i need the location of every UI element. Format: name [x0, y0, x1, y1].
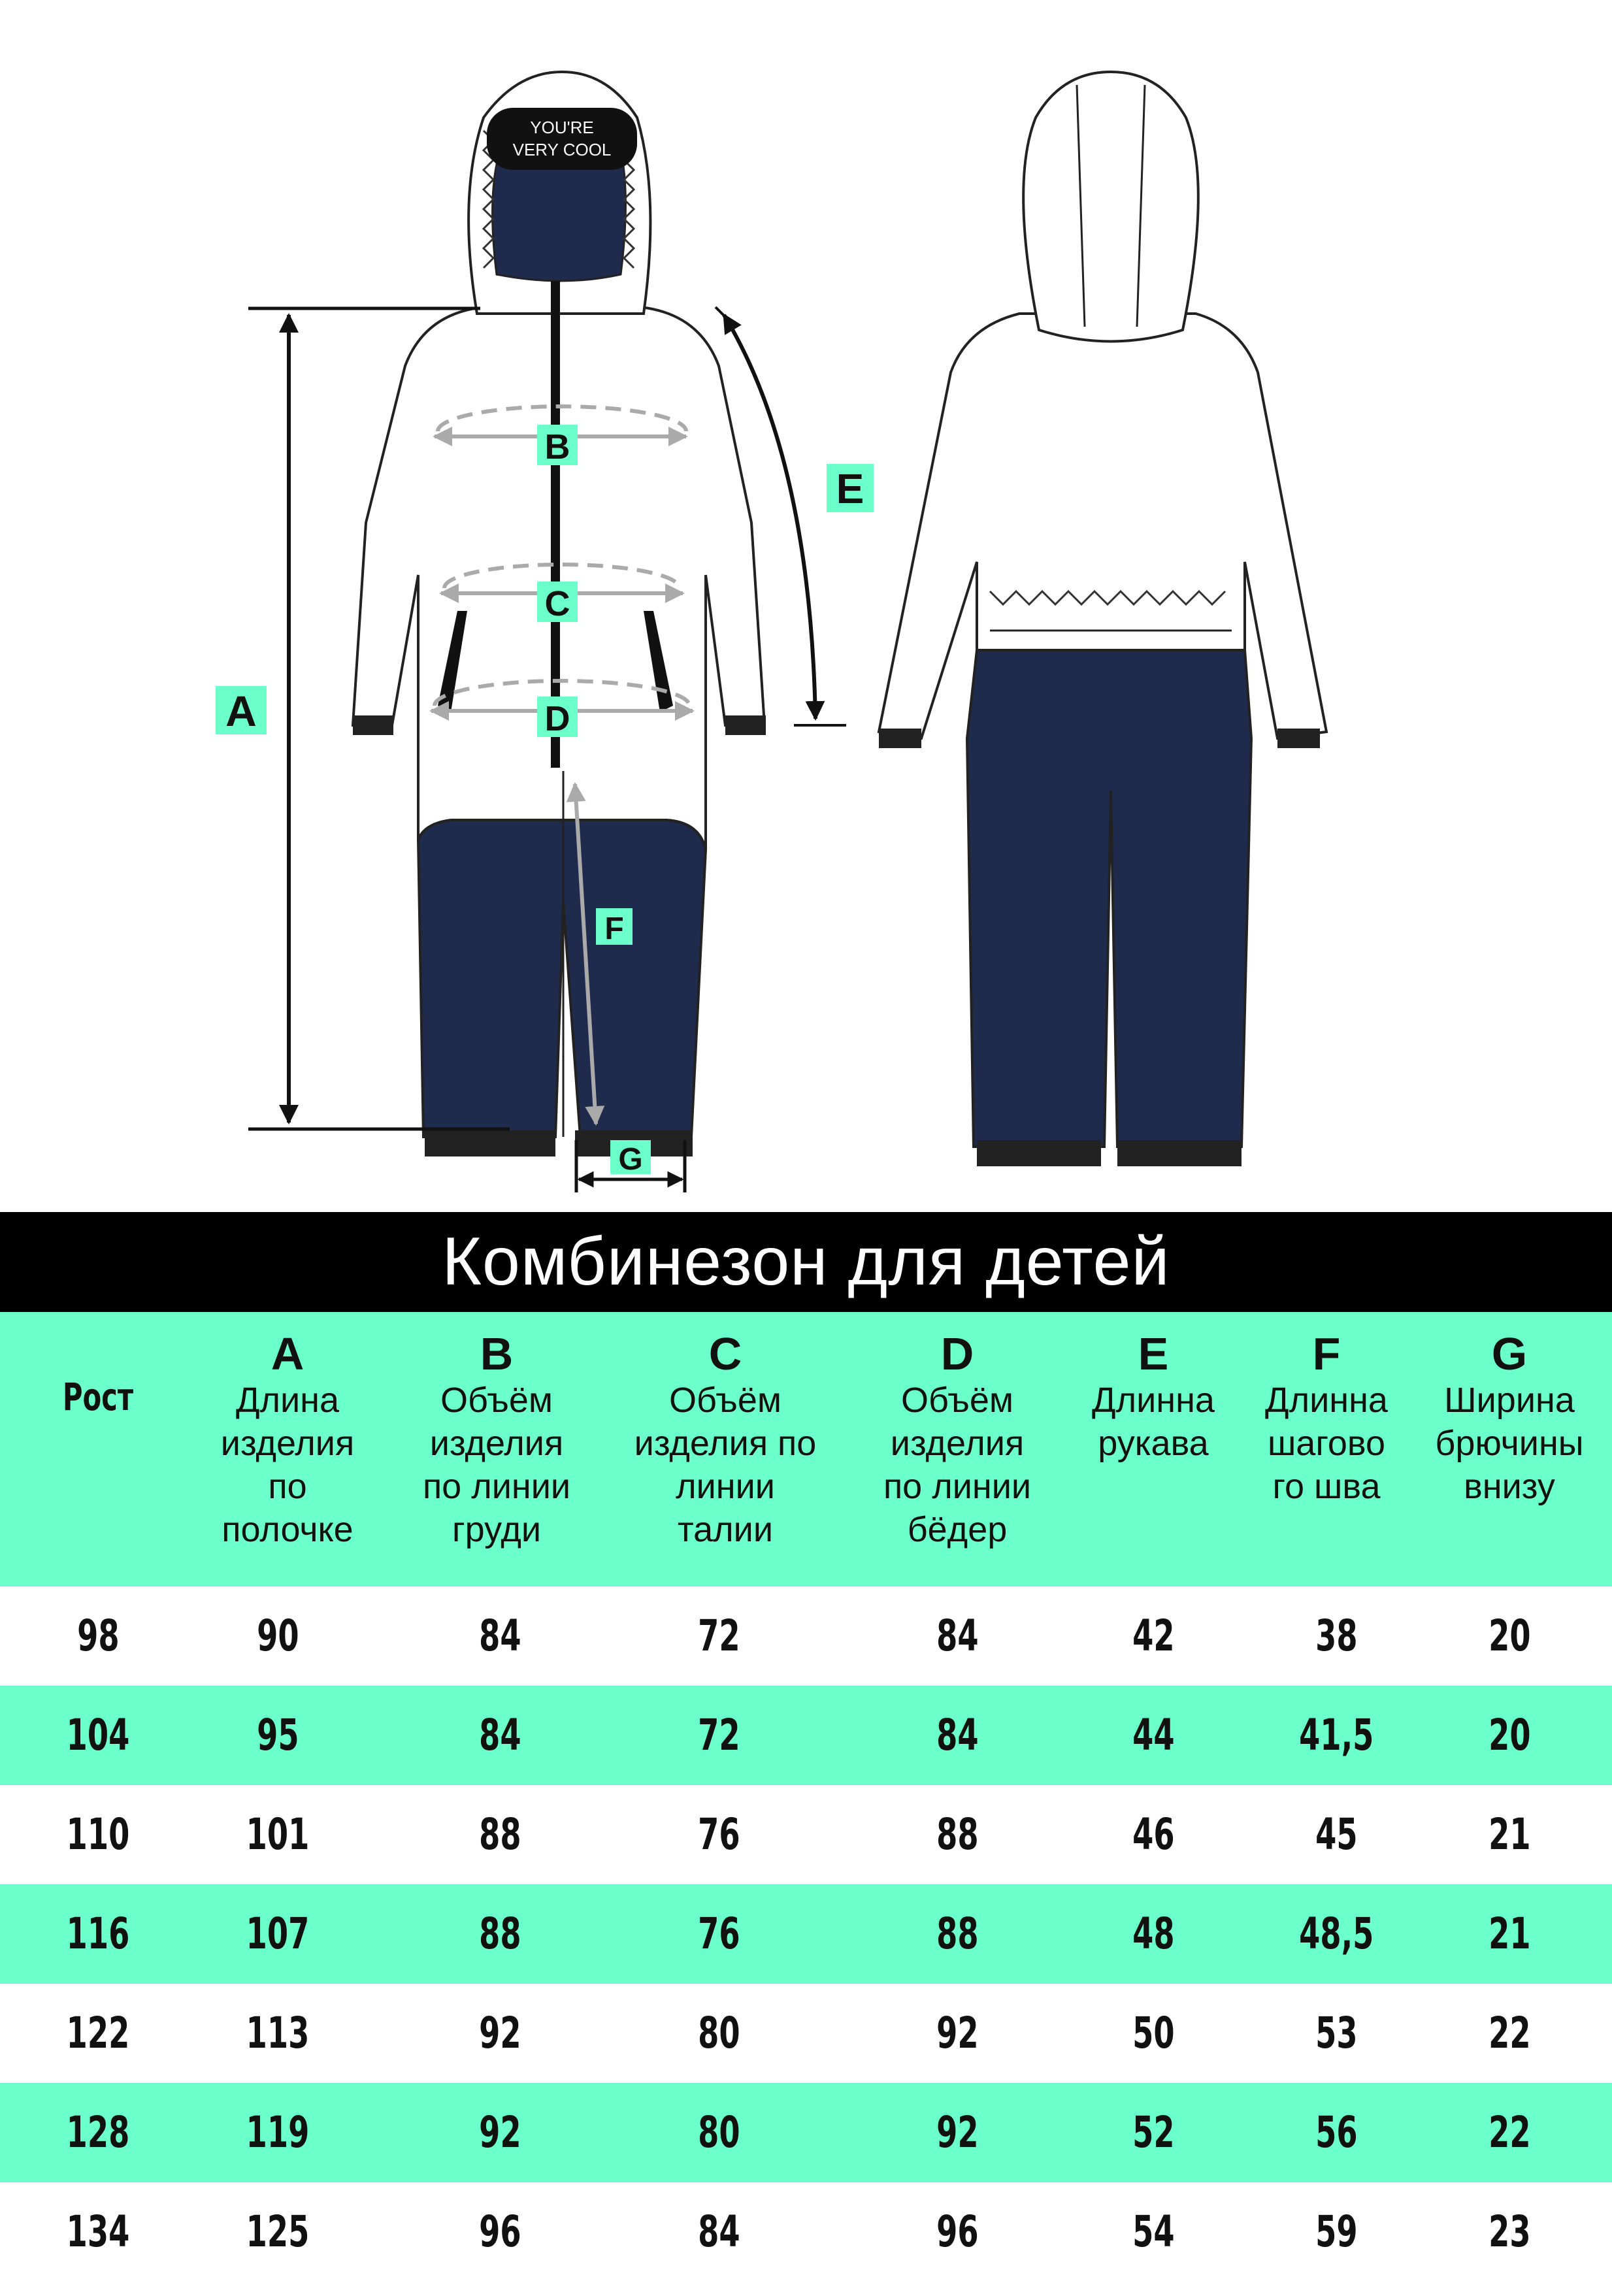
cell-e: 54	[1132, 2206, 1175, 2257]
cell-c: 76	[697, 1809, 740, 1860]
svg-text:G: G	[618, 1142, 643, 1177]
hood-badge-text-1: YOU'RE	[530, 118, 594, 137]
cell-d: 92	[936, 2008, 979, 2058]
cell-e: 46	[1132, 1809, 1175, 1860]
cell-c: 72	[697, 1710, 740, 1760]
cell-a: 125	[246, 2206, 310, 2257]
cell-b: 92	[478, 2107, 521, 2157]
cell-g: 22	[1488, 2107, 1531, 2157]
cell-a: 113	[246, 2008, 310, 2058]
cell-f: 48,5	[1298, 1909, 1374, 1959]
cell-d: 88	[936, 1909, 979, 1959]
front-pants	[418, 820, 706, 1137]
cell-rost: 104	[66, 1710, 130, 1760]
header-col-a: A Длина изделия по полочке	[220, 1328, 355, 1549]
hood-badge-text-2: VERY COOL	[512, 140, 612, 159]
cell-f: 56	[1315, 2107, 1358, 2157]
svg-text:D: D	[544, 699, 570, 738]
cell-e: 42	[1132, 1611, 1175, 1661]
label-g	[610, 1140, 651, 1177]
cell-d: 92	[936, 2107, 979, 2157]
cell-a: 90	[256, 1611, 299, 1661]
cell-e: 52	[1132, 2107, 1175, 2157]
svg-text:B: B	[544, 427, 570, 467]
cell-f: 45	[1315, 1809, 1358, 1860]
cell-b: 88	[478, 1909, 521, 1959]
title-bar	[0, 1212, 1612, 1312]
cell-g: 21	[1488, 1909, 1531, 1959]
cell-b: 92	[478, 2008, 521, 2058]
cell-e: 48	[1132, 1909, 1175, 1959]
table-header	[0, 1312, 1612, 1586]
header-col-e: E Длинна рукава	[1092, 1328, 1215, 1463]
cell-a: 101	[246, 1809, 310, 1860]
cell-a: 119	[246, 2107, 310, 2157]
cell-e: 50	[1132, 2008, 1175, 2058]
table-row	[0, 2083, 1612, 2182]
page-title: Комбинезон для детей	[442, 1224, 1170, 1300]
cell-rost: 134	[66, 2206, 130, 2257]
cell-a: 95	[256, 1710, 299, 1760]
front-zipper	[551, 281, 560, 768]
table-row	[0, 1884, 1612, 1984]
table-row	[0, 1984, 1612, 2083]
label-a	[216, 686, 267, 735]
cell-rost: 110	[66, 1809, 130, 1860]
cell-c: 80	[697, 2107, 740, 2157]
header-col-f: F Длинна шагово го шва	[1265, 1328, 1388, 1506]
cell-b: 84	[478, 1710, 521, 1760]
cell-b: 88	[478, 1809, 521, 1860]
header-col-g: G Ширина брючины внизу	[1435, 1328, 1584, 1506]
cell-b: 96	[478, 2206, 521, 2257]
cell-f: 38	[1315, 1611, 1358, 1661]
svg-text:E: E	[836, 465, 864, 512]
cell-g: 21	[1488, 1809, 1531, 1860]
header-rost: Рост	[62, 1375, 134, 1419]
cell-rost: 116	[66, 1909, 130, 1959]
svg-text:F: F	[604, 911, 624, 946]
label-d	[537, 697, 578, 738]
cell-b: 84	[478, 1611, 521, 1661]
header-col-c: C Объём изделия по линии талии	[634, 1328, 817, 1549]
label-e	[827, 464, 874, 512]
back-view	[879, 72, 1326, 1166]
back-hood	[1023, 72, 1198, 342]
svg-text:A: A	[225, 687, 257, 735]
cell-g: 23	[1488, 2206, 1531, 2257]
cell-rost: 128	[66, 2107, 130, 2157]
cell-c: 72	[697, 1611, 740, 1661]
cell-g: 20	[1488, 1710, 1531, 1760]
label-c	[537, 582, 578, 623]
label-b	[537, 425, 578, 467]
table-row	[0, 1785, 1612, 1884]
cell-rost: 122	[66, 2008, 130, 2058]
back-pants	[967, 650, 1251, 1147]
cell-rost: 98	[76, 1611, 120, 1661]
cell-c: 84	[697, 2206, 740, 2257]
cell-d: 96	[936, 2206, 979, 2257]
cell-d: 84	[936, 1611, 979, 1661]
cell-e: 44	[1132, 1710, 1175, 1760]
table-row	[0, 2182, 1612, 2282]
header-col-d: D Объём изделия по линии бёдер	[883, 1328, 1032, 1549]
cell-d: 84	[936, 1710, 979, 1760]
cell-g: 20	[1488, 1611, 1531, 1661]
cell-c: 76	[697, 1909, 740, 1959]
cell-f: 53	[1315, 2008, 1358, 2058]
cell-f: 41,5	[1298, 1710, 1374, 1760]
cell-f: 59	[1315, 2206, 1358, 2257]
cell-g: 22	[1488, 2008, 1531, 2058]
svg-text:C: C	[544, 584, 570, 623]
table-row	[0, 1686, 1612, 1785]
cell-c: 80	[697, 2008, 740, 2058]
header-col-b: B Объём изделия по линии груди	[422, 1328, 571, 1549]
cell-d: 88	[936, 1809, 979, 1860]
cell-a: 107	[246, 1909, 310, 1959]
table-row	[0, 1586, 1612, 1686]
label-f	[596, 908, 633, 946]
